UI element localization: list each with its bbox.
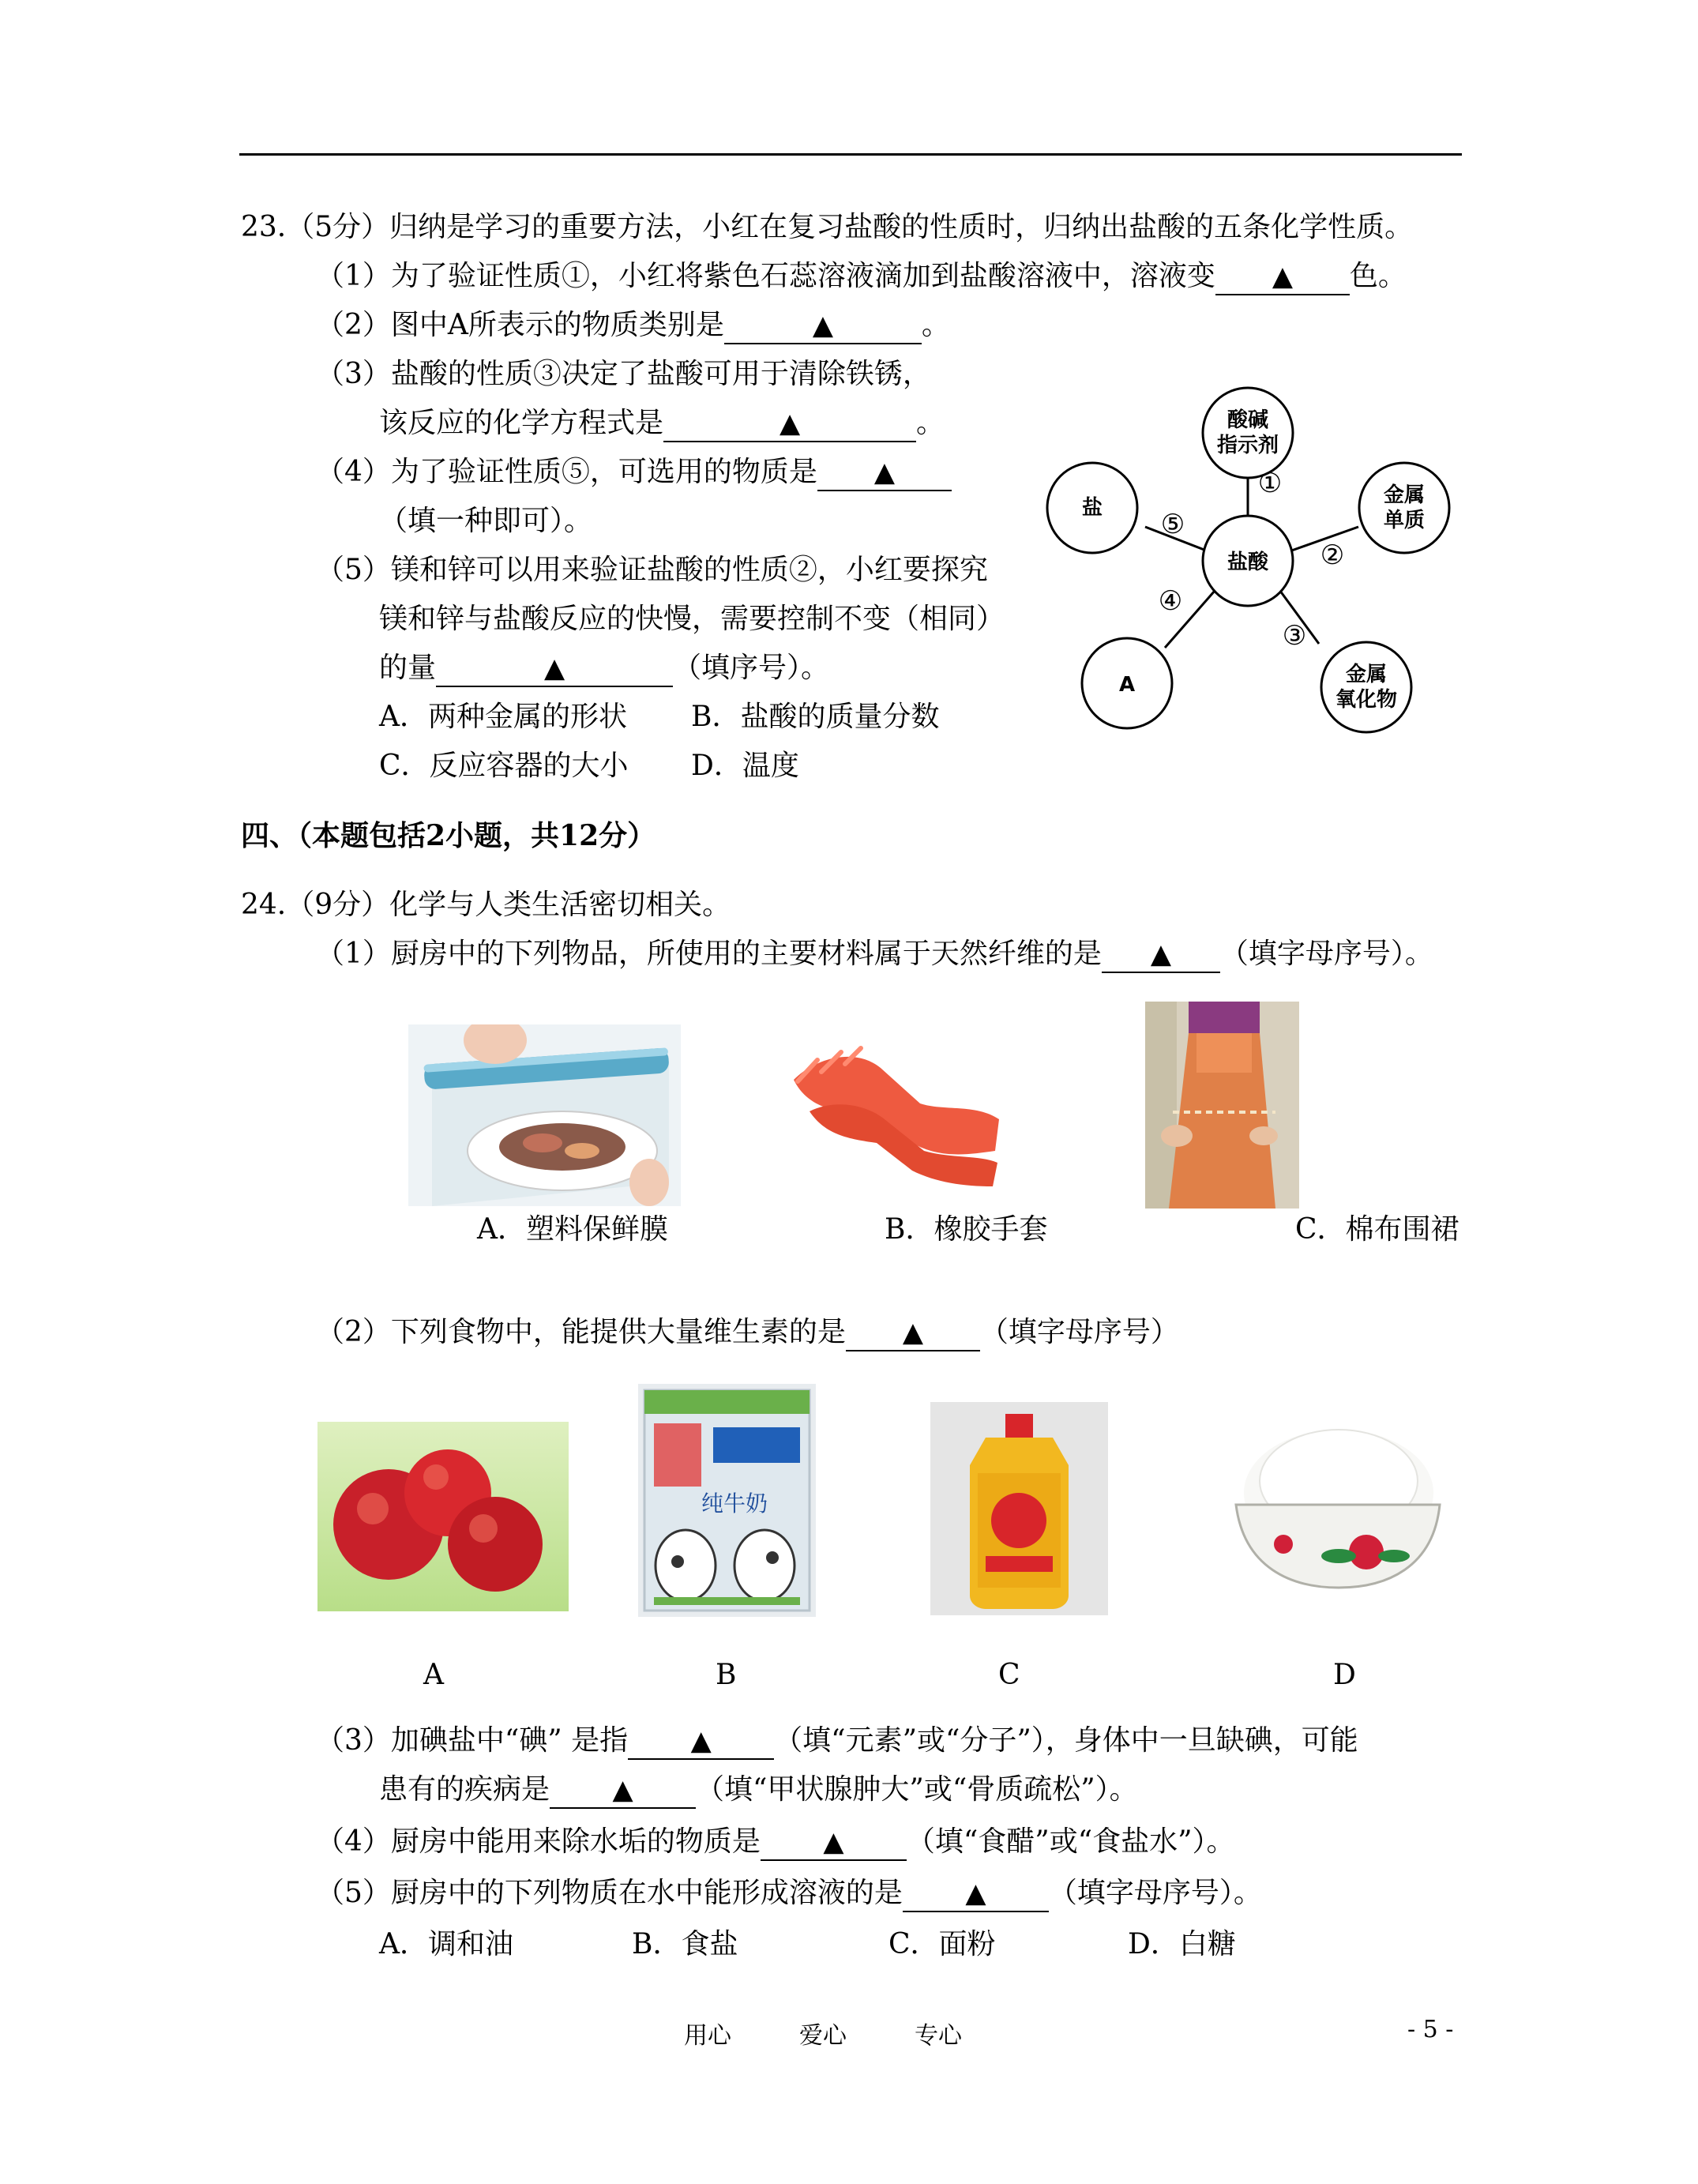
q23-part5-line1: （5）镁和锌可以用来验证盐酸的性质②，小红要探究 <box>316 554 988 586</box>
footer-word-3: 专心 <box>915 2022 962 2050</box>
number-3: ③ <box>1282 620 1307 652</box>
answer-blank[interactable]: ▲ <box>724 308 922 344</box>
number-4: ④ <box>1158 585 1183 617</box>
cling-film-photo <box>408 1024 681 1206</box>
q23-part4: （4）为了验证性质⑤，可选用的物质是 ▲ <box>316 455 952 491</box>
header-rule <box>239 153 1462 156</box>
q24-option-d: D．白糖 <box>1128 1928 1236 1960</box>
q24-part3: （3）加碘盐中“碘” 是指 ▲ （填“元素”或“分子”），身体中一旦缺碘，可能 <box>316 1724 1358 1760</box>
answer-blank[interactable]: ▲ <box>1102 937 1220 973</box>
q23-part3-line2: 该反应的化学方程式是 ▲ 。 <box>379 406 945 442</box>
q24-option-a: A．调和油 <box>379 1928 513 1960</box>
number-2: ② <box>1320 539 1345 571</box>
label-indicator-1: 酸碱 <box>1227 408 1269 432</box>
answer-blank[interactable]: ▲ <box>903 1876 1049 1912</box>
rubber-gloves-photo <box>786 1024 1007 1190</box>
answer-blank[interactable]: ▲ <box>846 1315 980 1351</box>
q23-stem: 23.（5分）归纳是学习的重要方法，小红在复习盐酸的性质时，归纳出盐酸的五条化学性质。 <box>241 211 1414 243</box>
number-1: ① <box>1257 468 1283 499</box>
label-indicator-2: 指示剂 <box>1216 434 1279 457</box>
q24-part5: （5）厨房中的下列物质在水中能形成溶液的是 ▲ （填字母序号）。 <box>316 1876 1262 1912</box>
label-metal-1: 金属 <box>1383 483 1426 507</box>
item-b-label: B．橡胶手套 <box>885 1213 1048 1246</box>
q23-option-c: C．反应容器的大小 <box>379 750 629 782</box>
q24-part4: （4）厨房中能用来除水垢的物质是 ▲ （填“食醋”或“食盐水”）。 <box>316 1825 1235 1861</box>
food-b-label: B <box>716 1659 737 1691</box>
answer-blank[interactable]: ▲ <box>817 455 952 491</box>
footer-word-2: 爱心 <box>799 2022 847 2050</box>
answer-blank[interactable]: ▲ <box>550 1772 696 1809</box>
q23-part3-line1: （3）盐酸的性质③决定了盐酸可用于清除铁锈， <box>316 358 931 390</box>
cotton-apron-photo <box>1145 1002 1299 1209</box>
q23-option-b: B．盐酸的质量分数 <box>691 701 940 733</box>
label-oxide-2: 氧化物 <box>1335 688 1398 712</box>
page-number: - 5 - <box>1407 2016 1454 2043</box>
number-5: ⑤ <box>1160 509 1185 540</box>
food-c-label: C <box>998 1659 1020 1691</box>
label-a: A <box>1118 673 1136 697</box>
q23-part5-line3: 的量 ▲ （填序号）。 <box>379 651 829 687</box>
apples-photo <box>317 1422 569 1611</box>
q24-stem: 24.（9分）化学与人类生活密切相关。 <box>241 889 731 921</box>
q24-option-b: B．食盐 <box>632 1928 738 1960</box>
q23-option-a: A．两种金属的形状 <box>379 701 627 733</box>
answer-blank[interactable]: ▲ <box>761 1825 907 1861</box>
acid-property-diagram <box>1035 340 1477 750</box>
q24-part3-line2: 患有的疾病是 ▲ （填“甲状腺肿大”或“骨质疏松”）。 <box>379 1772 1138 1809</box>
q23-option-d: D．温度 <box>691 750 799 782</box>
food-d-label: D <box>1333 1659 1356 1691</box>
section-title: 四、（本题包括2小题，共12分） <box>241 819 656 852</box>
q23-part5-line2: 镁和锌与盐酸反应的快慢，需要控制不变（相同） <box>379 603 1005 635</box>
q24-part1: （1）厨房中的下列物品，所使用的主要材料属于天然纤维的是 ▲ （填字母序号）。 <box>316 937 1433 973</box>
q23-part2: （2）图中A所表示的物质类别是 ▲ 。 <box>316 308 950 344</box>
footer-word-1: 用心 <box>684 2022 731 2050</box>
answer-blank[interactable]: ▲ <box>436 651 673 687</box>
milk-text: 纯牛奶 <box>701 1490 768 1517</box>
node-indicator <box>1203 388 1293 478</box>
item-c-label: C．棉布围裙 <box>1295 1213 1459 1246</box>
rice-bowl-photo <box>1228 1418 1445 1596</box>
label-hcl: 盐酸 <box>1227 551 1269 574</box>
q24-part2: （2）下列食物中，能提供大量维生素的是 ▲ （填字母序号） <box>316 1315 1179 1351</box>
label-salt: 盐 <box>1081 496 1103 520</box>
label-metal-2: 单质 <box>1383 509 1426 532</box>
q23-part4-line2: （填一种即可）。 <box>379 505 593 537</box>
milk-bag-photo <box>638 1384 816 1617</box>
answer-blank[interactable]: ▲ <box>663 406 916 442</box>
label-oxide-1: 金属 <box>1345 663 1388 686</box>
cooking-oil-photo <box>930 1402 1108 1615</box>
node-metal-oxide <box>1321 642 1411 732</box>
answer-blank[interactable]: ▲ <box>628 1724 774 1760</box>
item-a-label: A．塑料保鲜膜 <box>477 1213 668 1246</box>
answer-blank[interactable]: ▲ <box>1215 259 1350 295</box>
q23-part1: （1）为了验证性质①，小红将紫色石蕊溶液滴加到盐酸溶液中，溶液变 ▲ 色。 <box>316 259 1407 295</box>
food-a-label: A <box>423 1659 444 1691</box>
node-metal <box>1359 463 1449 553</box>
q24-option-c: C．面粉 <box>888 1928 996 1960</box>
